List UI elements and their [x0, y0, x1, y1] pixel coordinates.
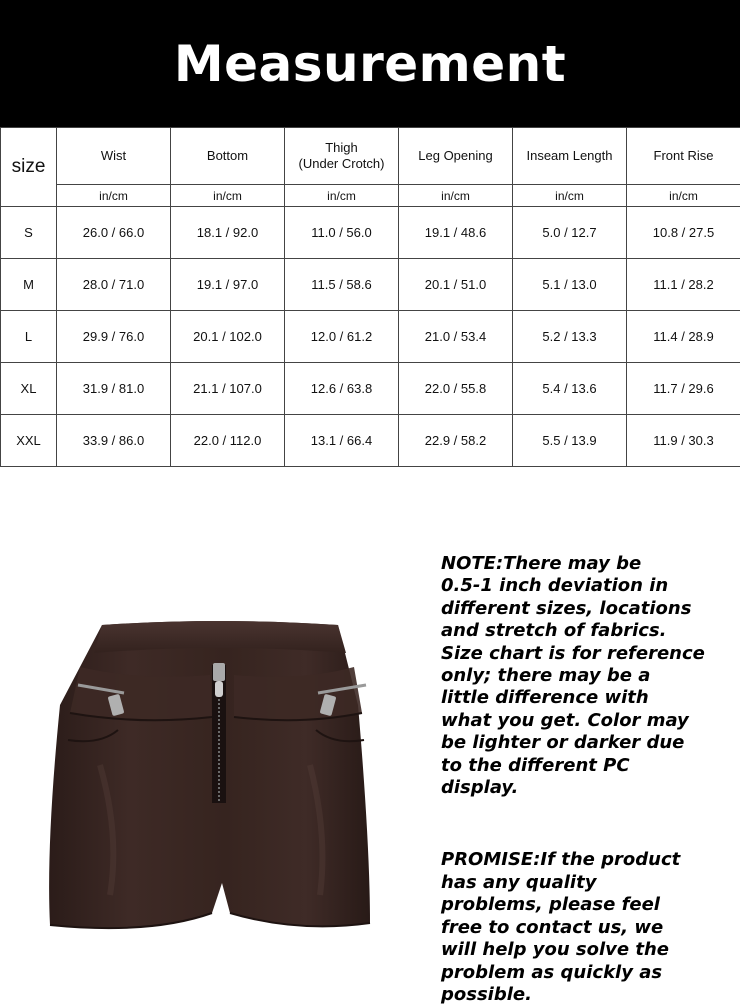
- header-banner: [0, 0, 740, 127]
- table-cell: 5.2 / 13.3: [513, 311, 627, 363]
- column-header-front-rise: Front Rise: [627, 128, 740, 185]
- column-header-inseam-length: Inseam Length: [513, 128, 627, 185]
- size-cell: XL: [1, 363, 57, 415]
- unit-label: in/cm: [627, 185, 740, 207]
- table-cell: 5.1 / 13.0: [513, 259, 627, 311]
- size-cell: L: [1, 311, 57, 363]
- table-cell: 5.4 / 13.6: [513, 363, 627, 415]
- page-title: Measurement: [174, 35, 566, 93]
- table-cell: 20.1 / 102.0: [171, 311, 285, 363]
- table-cell: 26.0 / 66.0: [57, 207, 171, 259]
- notes-panel: [441, 553, 737, 1006]
- table-cell: 22.0 / 55.8: [399, 363, 513, 415]
- table-cell: 5.0 / 12.7: [513, 207, 627, 259]
- table-cell: 11.7 / 29.6: [627, 363, 740, 415]
- unit-label: in/cm: [513, 185, 627, 207]
- column-header-bottom: Bottom: [171, 128, 285, 185]
- table-cell: 19.1 / 97.0: [171, 259, 285, 311]
- size-cell: M: [1, 259, 57, 311]
- table-cell: 21.0 / 53.4: [399, 311, 513, 363]
- table-row: [1, 415, 740, 467]
- table-cell: 21.1 / 107.0: [171, 363, 285, 415]
- table-cell: 11.5 / 58.6: [285, 259, 399, 311]
- table-row: [1, 311, 740, 363]
- table-cell: 22.9 / 58.2: [399, 415, 513, 467]
- size-cell: XXL: [1, 415, 57, 467]
- unit-label: in/cm: [399, 185, 513, 207]
- table-cell: 11.0 / 56.0: [285, 207, 399, 259]
- column-header-leg-opening: Leg Opening: [399, 128, 513, 185]
- table-cell: 13.1 / 66.4: [285, 415, 399, 467]
- column-header-thigh: Thigh (Under Crotch): [285, 128, 399, 185]
- table-cell: 10.8 / 27.5: [627, 207, 740, 259]
- table-cell: 29.9 / 76.0: [57, 311, 171, 363]
- table-row: [1, 363, 740, 415]
- size-column-header: size: [1, 128, 57, 207]
- unit-row: [1, 185, 740, 207]
- table-cell: 19.1 / 48.6: [399, 207, 513, 259]
- table-cell: 33.9 / 86.0: [57, 415, 171, 467]
- table-row: [1, 207, 740, 259]
- table-cell: 5.5 / 13.9: [513, 415, 627, 467]
- table-row: [1, 259, 740, 311]
- size-chart-table: [0, 127, 740, 467]
- table-cell: 12.6 / 63.8: [285, 363, 399, 415]
- unit-label: in/cm: [57, 185, 171, 207]
- table-cell: 18.1 / 92.0: [171, 207, 285, 259]
- table-cell: 12.0 / 61.2: [285, 311, 399, 363]
- table-cell: 11.4 / 28.9: [627, 311, 740, 363]
- table-cell: 22.0 / 112.0: [171, 415, 285, 467]
- column-header-wist: Wist: [57, 128, 171, 185]
- note-text: NOTE:There may be 0.5-1 inch deviation in different sizes, locations and stretch of fabrics. Size chart is for reference only; there may be a little difference with what you get. Color may be lighter or darker due to the different PC display.: [441, 553, 737, 799]
- leather-shorts-image: [40, 595, 410, 995]
- table-cell: 20.1 / 51.0: [399, 259, 513, 311]
- table-cell: 11.1 / 28.2: [627, 259, 740, 311]
- table-cell: 31.9 / 81.0: [57, 363, 171, 415]
- unit-label: in/cm: [285, 185, 399, 207]
- table-cell: 28.0 / 71.0: [57, 259, 171, 311]
- unit-label: in/cm: [171, 185, 285, 207]
- table-cell: 11.9 / 30.3: [627, 415, 740, 467]
- table-header-row: [1, 128, 740, 185]
- promise-text: PROMISE:If the product has any quality problems, please feel free to contact us, we will help you solve the problem as quickly as possible.: [441, 849, 737, 1006]
- size-cell: S: [1, 207, 57, 259]
